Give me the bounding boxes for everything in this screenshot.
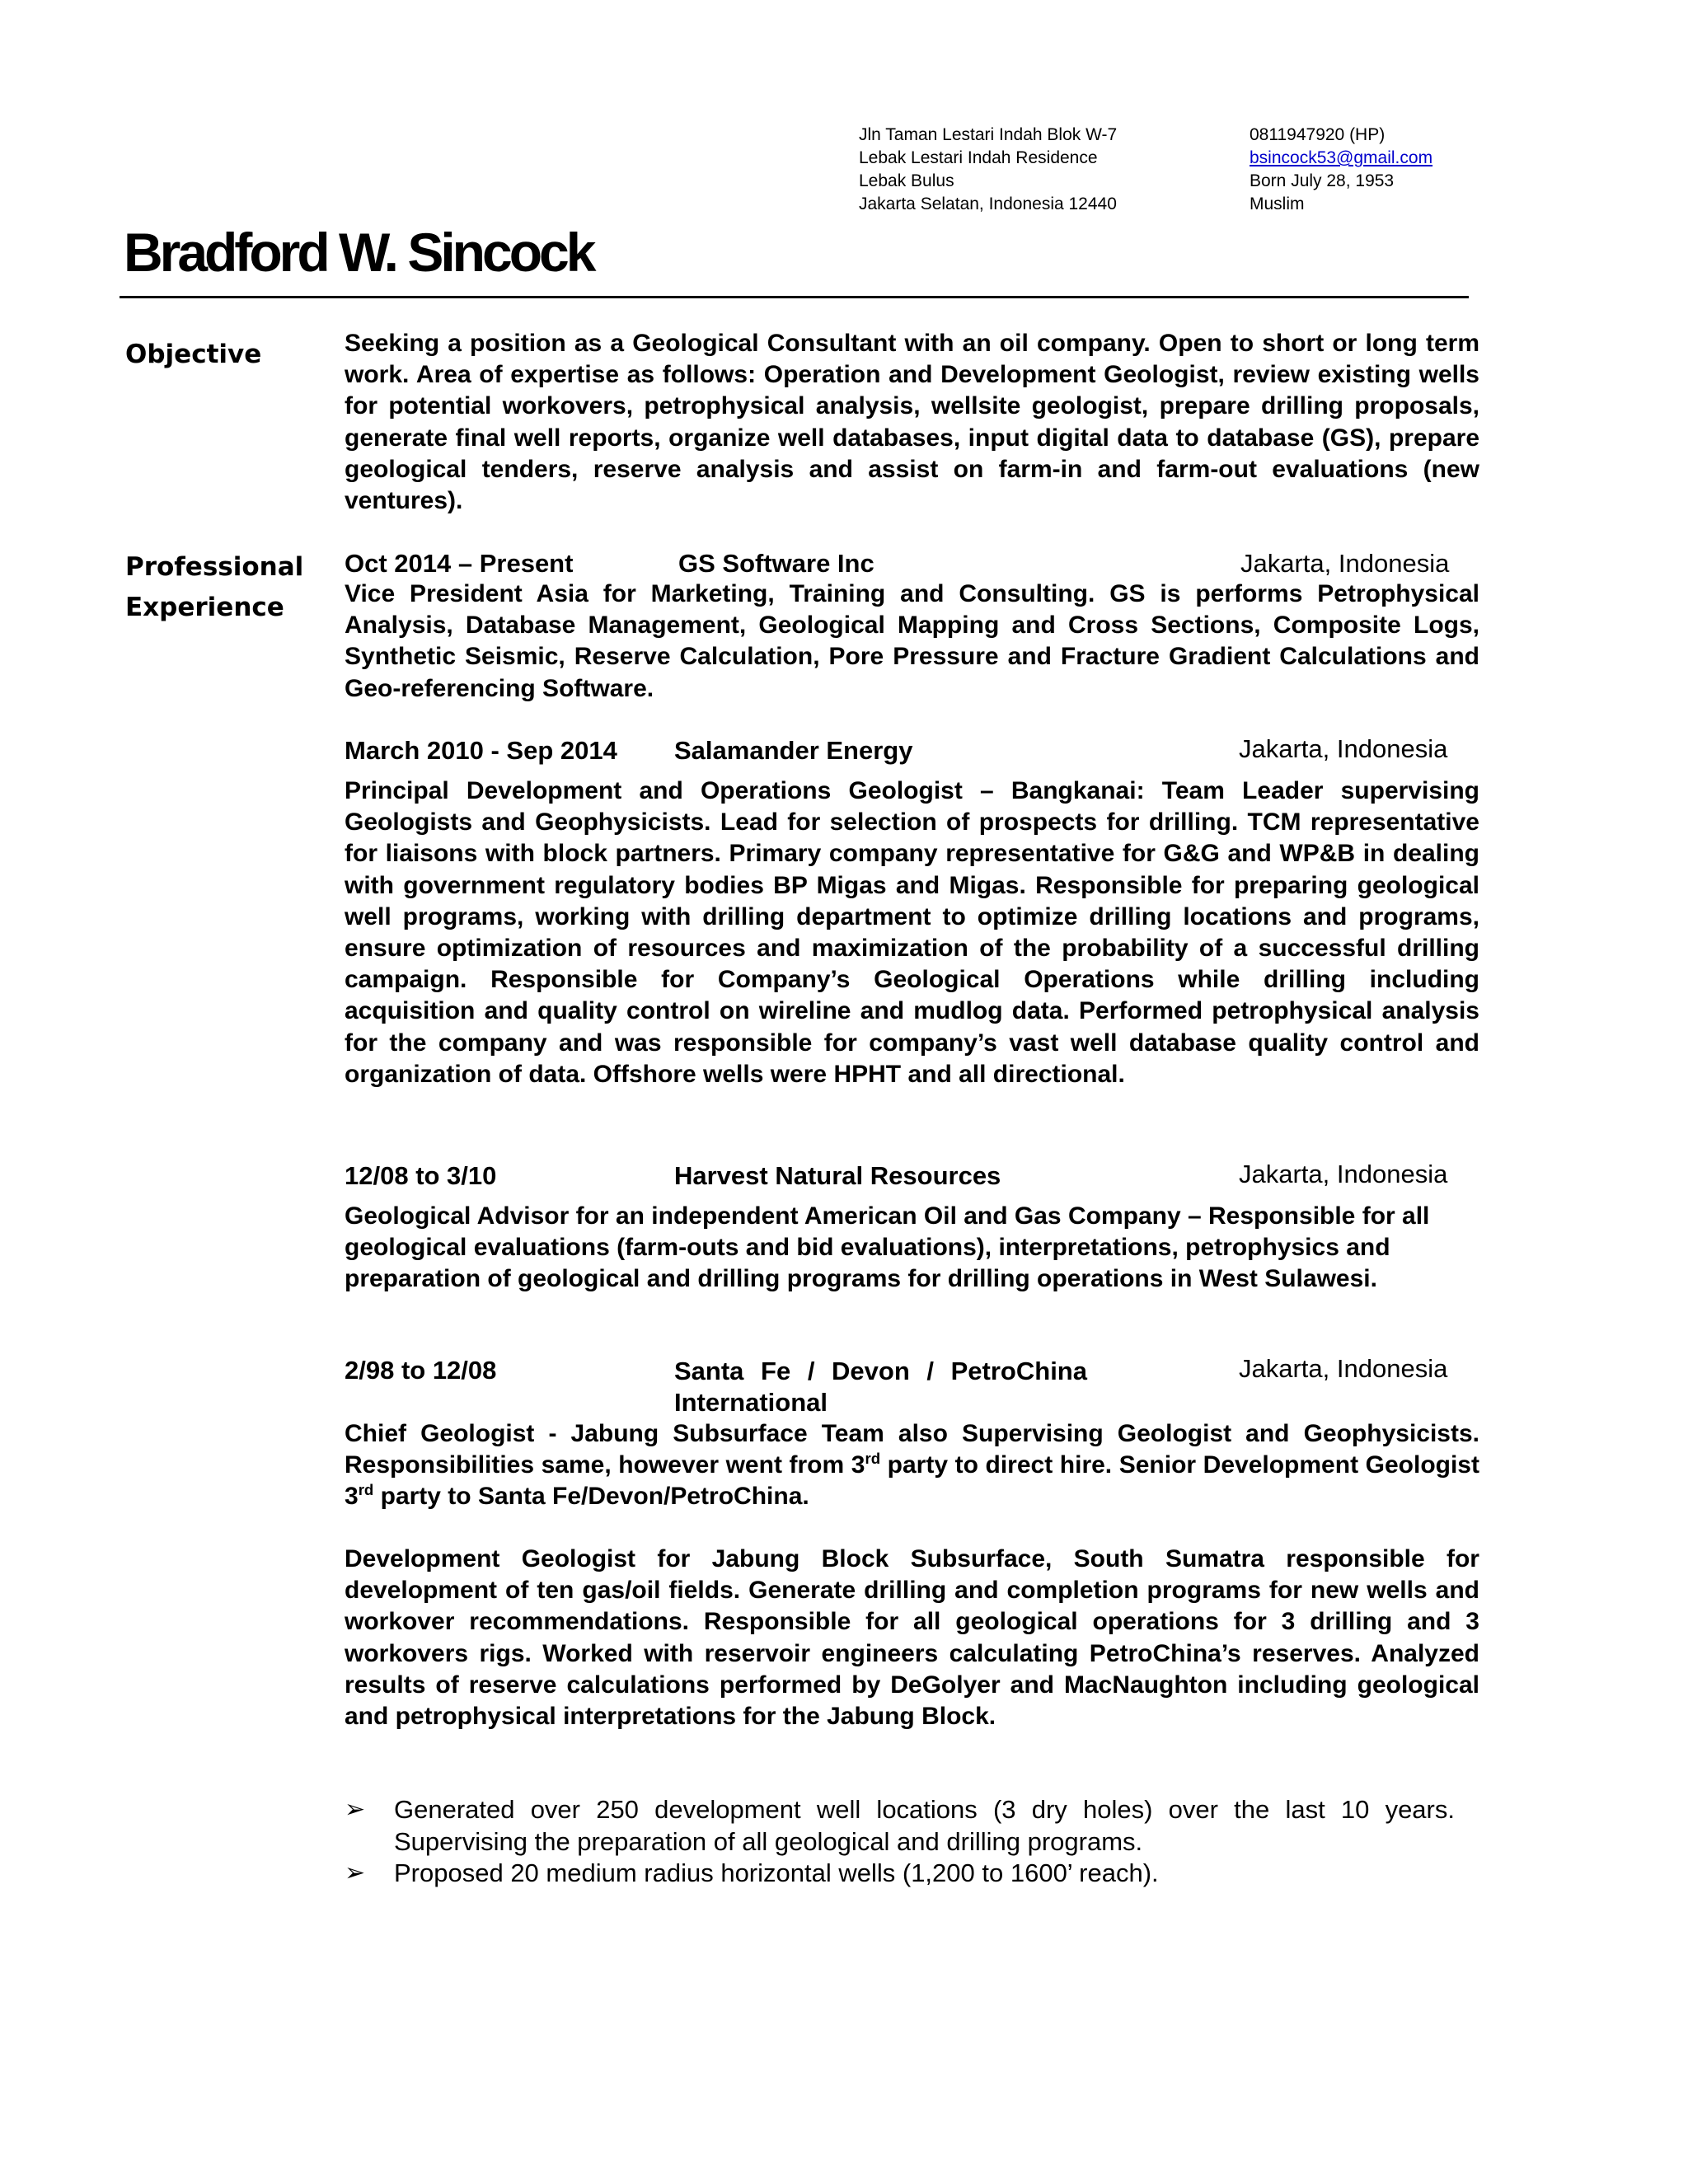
list-item xyxy=(345,1858,1455,1890)
arrow-bullet-icon: ➢ xyxy=(345,1858,366,1887)
job-location: Jakarta, Indonesia xyxy=(1239,1160,1448,1188)
job-dates: Oct 2014 – Present xyxy=(345,549,574,578)
job-company: GS Software Inc xyxy=(678,549,874,578)
list-item xyxy=(345,1794,1455,1858)
job-company: Harvest Natural Resources xyxy=(674,1161,1001,1190)
job-dates: 2/98 to 12/08 xyxy=(345,1356,497,1385)
job-location: Jakarta, Indonesia xyxy=(1239,1354,1448,1383)
list-item-text: Generated over 250 development well locations (3 dry holes) over the last 10 years. Supervising the preparation of all geological and drilling programs. xyxy=(394,1795,1455,1856)
objective-text: Seeking a position as a Geological Consultant with an oil company. Open to short or long term work. Area of expertise as follows: Operation and Development Geologist, review existing wells for potential workovers, petrophysical analysis, wellsite geologist, prepare drilling proposals, generate final well reports, organize well databases, input digital data to database (GS), prepare geological tenders, reserve analysis and assist on farm-in and farm-out evaluations (new ventures). xyxy=(345,330,1479,515)
address-line: Lebak Lestari Indah Residence xyxy=(859,148,1098,167)
header-divider xyxy=(120,296,1469,298)
experience-label xyxy=(125,547,303,628)
email-link[interactable]: bsincock53@gmail.com xyxy=(1250,148,1433,167)
job-dates: March 2010 - Sep 2014 xyxy=(345,736,617,765)
address-block xyxy=(859,124,1117,216)
job-description: Geological Advisor for an independent American Oil and Gas Company – Responsible for all geological evaluations (farm-outs and bid evaluations), interpretations, petrophysics and preparation of geological and drilling programs for drilling operations in West Sulawesi. xyxy=(345,1202,1430,1293)
job-location: Jakarta, Indonesia xyxy=(1239,734,1448,763)
experience-label-line2: Experience xyxy=(125,593,284,622)
address-line: Jln Taman Lestari Indah Blok W-7 xyxy=(859,125,1118,144)
job-company: Salamander Energy xyxy=(674,736,913,765)
job-description: Principal Development and Operations Geologist – Bangkanai: Team Leader supervising Geologists and Geophysicists. Lead for selection of prospects for drilling. TCM representative for liaisons with block partners. Primary company representative for G&G and WP&B in dealing with government regulatory bodies BP Migas and Migas. Responsible for preparing geological well programs, working with drilling department to optimize drilling locations and programs, ensure optimization of resources and maximization of the probability of a successful drilling campaign. Responsible for Company’s Geological Operations while drilling including acquisition and quality control on wireline and mudlog data. Performed petrophysical analysis for the company and was responsible for company’s vast well database quality control and organization of data. Offshore wells were HPHT and all directional. xyxy=(345,777,1479,1088)
job-company xyxy=(674,1356,1087,1418)
resume-name: Bradford W. Sincock xyxy=(124,222,593,283)
arrow-bullet-icon: ➢ xyxy=(345,1795,366,1824)
address-line: Jakarta Selatan, Indonesia 12440 xyxy=(859,194,1117,213)
address-line: Lebak Bulus xyxy=(859,171,954,190)
job-company-line1: Santa Fe / Devon / PetroChina xyxy=(674,1357,1087,1385)
birth-date: Born July 28, 1953 xyxy=(1250,171,1395,190)
job-location: Jakarta, Indonesia xyxy=(1240,549,1450,578)
contact-block xyxy=(1250,124,1432,216)
job-company-line2: International xyxy=(674,1388,828,1417)
job-description: Vice President Asia for Marketing, Training and Consulting. GS is performs Petrophysical Analysis, Database Management, Geological Mapping and Cross Sections, Composite Logs, Synthetic Seismic, Reserve Calculation, Pore Pressure and Fracture Gradient Calculations and Geo-referencing Software. xyxy=(345,580,1479,702)
achievement-list xyxy=(345,1794,1455,1890)
job-dates: 12/08 to 3/10 xyxy=(345,1161,497,1190)
phone-number: 0811947920 (HP) xyxy=(1250,125,1386,144)
list-item-text: Proposed 20 medium radius horizontal wells (1,200 to 1600’ reach). xyxy=(394,1858,1159,1887)
religion: Muslim xyxy=(1250,194,1305,213)
job-description: Chief Geologist - Jabung Subsurface Team also Supervising Geologist and Geophysicists. Responsibilities same, however went from 3rd party to direct hire. Senior Development Geologist 3rd party to Santa Fe/Devon/PetroChina. xyxy=(345,1420,1479,1511)
job-description-secondary: Development Geologist for Jabung Block Subsurface, South Sumatra responsible for development of ten gas/oil fields. Generate drilling and completion programs for new wells and workover recommendations. Responsible for all geological operations for 3 drilling and 3 workovers rigs. Worked with reservoir engineers calculating PetroChina’s reserves. Analyzed results of reserve calculations performed by DeGolyer and MacNaughton including geological and petrophysical interpretations for the Jabung Block. xyxy=(345,1545,1479,1731)
experience-label-line1: Professional xyxy=(125,552,304,582)
objective-label: Objective xyxy=(125,340,262,369)
